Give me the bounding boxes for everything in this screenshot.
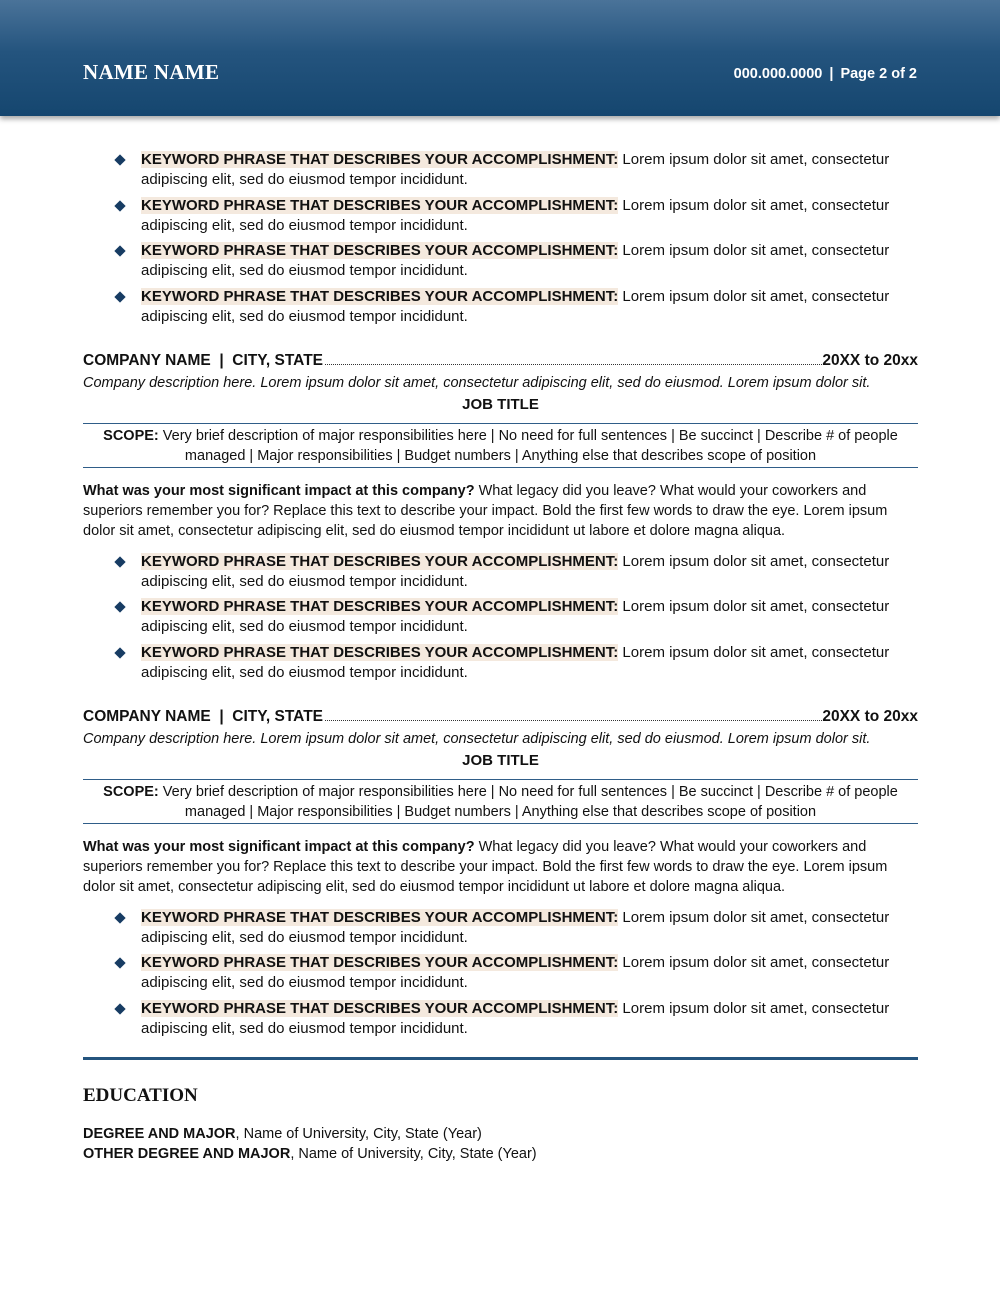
job-title: JOB TITLE <box>462 751 539 769</box>
scope-box <box>83 423 918 468</box>
diamond-bullet-icon <box>114 245 125 256</box>
list-item <box>83 552 918 592</box>
list-item <box>83 597 918 637</box>
company-name: COMPANY NAME | CITY, STATE <box>83 707 324 725</box>
page-indicator: Page 2 of 2 <box>840 66 917 82</box>
accomplishment-text: Lorem ipsum dolor sit amet, consectetur adipiscing elit, sed do eiusmod tempor incididunt. <box>141 954 890 991</box>
accomplishment-text: Lorem ipsum dolor sit amet, consectetur adipiscing elit, sed do eiusmod tempor incididunt. <box>141 643 890 681</box>
accomplishment-text: Lorem ipsum dolor sit amet, consectetur adipiscing elit, sed do eiusmod tempor incididunt. <box>141 151 890 188</box>
list-item <box>83 999 918 1039</box>
employment-dates: 20XX to 20xx <box>822 351 918 369</box>
keyword-phrase: KEYWORD PHRASE THAT DESCRIBES YOUR ACCOMPLISHMENT: <box>141 242 619 259</box>
scope-text: Very brief description of major responsibilities here | No need for full sentences | Be succinct | Describe # of people managed | Major responsibilities | Budget numbers | Anything else that describes scope of position <box>158 783 898 820</box>
scope-label: SCOPE: <box>103 427 159 444</box>
scope-box <box>83 779 918 824</box>
list-item <box>83 643 918 683</box>
employment-dates: 20XX to 20xx <box>822 707 918 725</box>
accomplishment-text: Lorem ipsum dolor sit amet, consectetur adipiscing elit, sed do eiusmod tempor incididunt. <box>141 287 890 325</box>
section-divider <box>83 1057 918 1060</box>
impact-lead: What was your most significant impact at this company? <box>83 838 475 855</box>
impact-text: What legacy did you leave? What would your coworkers and superiors remember you for? Replace this text to describe your impact. Bold the first few words to draw the eye. Lorem ipsum dolor sit amet, consectetur adipiscing elit, sed do eiusmod tempor incididunt ut labore et dolore magna aliqua. <box>83 482 888 539</box>
job-section <box>83 706 918 1039</box>
diamond-bullet-icon <box>114 556 125 567</box>
diamond-bullet-icon <box>114 200 125 211</box>
diamond-bullet-icon <box>114 154 125 165</box>
keyword-phrase: KEYWORD PHRASE THAT DESCRIBES YOUR ACCOMPLISHMENT: <box>141 552 619 570</box>
dotted-leader <box>325 364 822 365</box>
keyword-phrase: KEYWORD PHRASE THAT DESCRIBES YOUR ACCOMPLISHMENT: <box>141 908 619 926</box>
page-header <box>0 0 1000 116</box>
degree-detail: , Name of University, City, State (Year) <box>290 1145 537 1162</box>
header-separator: | <box>829 66 834 82</box>
accomplishment-text: Lorem ipsum dolor sit amet, consectetur adipiscing elit, sed do eiusmod tempor incididunt. <box>141 242 890 279</box>
diamond-bullet-icon <box>114 912 125 923</box>
phone-number: 000.000.0000 <box>733 66 823 82</box>
keyword-phrase: KEYWORD PHRASE THAT DESCRIBES YOUR ACCOMPLISHMENT: <box>141 954 619 971</box>
candidate-name: NAME NAME <box>83 60 220 84</box>
list-item <box>83 287 918 327</box>
accomplishment-list-top <box>83 150 918 327</box>
job-title: JOB TITLE <box>462 395 539 413</box>
education-item <box>83 1144 918 1164</box>
keyword-phrase: KEYWORD PHRASE THAT DESCRIBES YOUR ACCOMPLISHMENT: <box>141 598 619 615</box>
keyword-phrase: KEYWORD PHRASE THAT DESCRIBES YOUR ACCOMPLISHMENT: <box>141 287 619 305</box>
degree-name: OTHER DEGREE AND MAJOR <box>83 1145 291 1162</box>
diamond-bullet-icon <box>114 957 125 968</box>
scope-text: Very brief description of major responsibilities here | No need for full sentences | Be succinct | Describe # of people managed | Major responsibilities | Budget numbers | Anything else that describes scope of position <box>158 427 898 464</box>
accomplishment-list <box>83 552 918 683</box>
keyword-phrase: KEYWORD PHRASE THAT DESCRIBES YOUR ACCOMPLISHMENT: <box>141 196 619 214</box>
keyword-phrase: KEYWORD PHRASE THAT DESCRIBES YOUR ACCOMPLISHMENT: <box>141 643 619 661</box>
education-list <box>83 1124 918 1164</box>
degree-detail: , Name of University, City, State (Year) <box>235 1125 482 1142</box>
education-heading: EDUCATION <box>83 1084 198 1106</box>
education-item <box>83 1124 918 1144</box>
company-description: Company description here. Lorem ipsum dolor sit amet, consectetur adipiscing elit, sed do eiusmod. Lorem ipsum dolor sit. <box>83 374 871 391</box>
impact-text: What legacy did you leave? What would your coworkers and superiors remember you for? Replace this text to describe your impact. Bold the first few words to draw the eye. Lorem ipsum dolor sit amet, consectetur adipiscing elit, sed do eiusmod tempor incididunt ut labore et dolore magna aliqua. <box>83 838 888 895</box>
job-section <box>83 350 918 683</box>
company-description: Company description here. Lorem ipsum dolor sit amet, consectetur adipiscing elit, sed do eiusmod. Lorem ipsum dolor sit. <box>83 730 871 747</box>
list-item <box>83 908 918 948</box>
accomplishment-text: Lorem ipsum dolor sit amet, consectetur adipiscing elit, sed do eiusmod tempor incididunt. <box>141 598 890 635</box>
accomplishment-list <box>83 908 918 1039</box>
resume-body <box>83 150 918 1164</box>
list-item <box>83 196 918 236</box>
impact-paragraph <box>83 837 918 897</box>
accomplishment-text: Lorem ipsum dolor sit amet, consectetur adipiscing elit, sed do eiusmod tempor incididunt. <box>141 196 890 234</box>
degree-name: DEGREE AND MAJOR <box>83 1125 236 1142</box>
keyword-phrase: KEYWORD PHRASE THAT DESCRIBES YOUR ACCOMPLISHMENT: <box>141 151 619 168</box>
diamond-bullet-icon <box>114 291 125 302</box>
list-item <box>83 953 918 993</box>
accomplishment-text: Lorem ipsum dolor sit amet, consectetur adipiscing elit, sed do eiusmod tempor incididunt. <box>141 908 890 946</box>
accomplishment-text: Lorem ipsum dolor sit amet, consectetur adipiscing elit, sed do eiusmod tempor incididunt. <box>141 999 890 1037</box>
diamond-bullet-icon <box>114 647 125 658</box>
header-contact <box>734 66 917 82</box>
company-header <box>83 350 918 372</box>
accomplishment-text: Lorem ipsum dolor sit amet, consectetur adipiscing elit, sed do eiusmod tempor incididunt. <box>141 552 890 590</box>
diamond-bullet-icon <box>114 1003 125 1014</box>
list-item <box>83 150 918 190</box>
diamond-bullet-icon <box>114 601 125 612</box>
impact-paragraph <box>83 481 918 541</box>
keyword-phrase: KEYWORD PHRASE THAT DESCRIBES YOUR ACCOMPLISHMENT: <box>141 999 619 1017</box>
list-item <box>83 241 918 281</box>
impact-lead: What was your most significant impact at this company? <box>83 482 475 499</box>
dotted-leader <box>325 720 822 721</box>
company-name: COMPANY NAME | CITY, STATE <box>83 351 324 369</box>
scope-label: SCOPE: <box>103 783 159 800</box>
company-header <box>83 706 918 728</box>
